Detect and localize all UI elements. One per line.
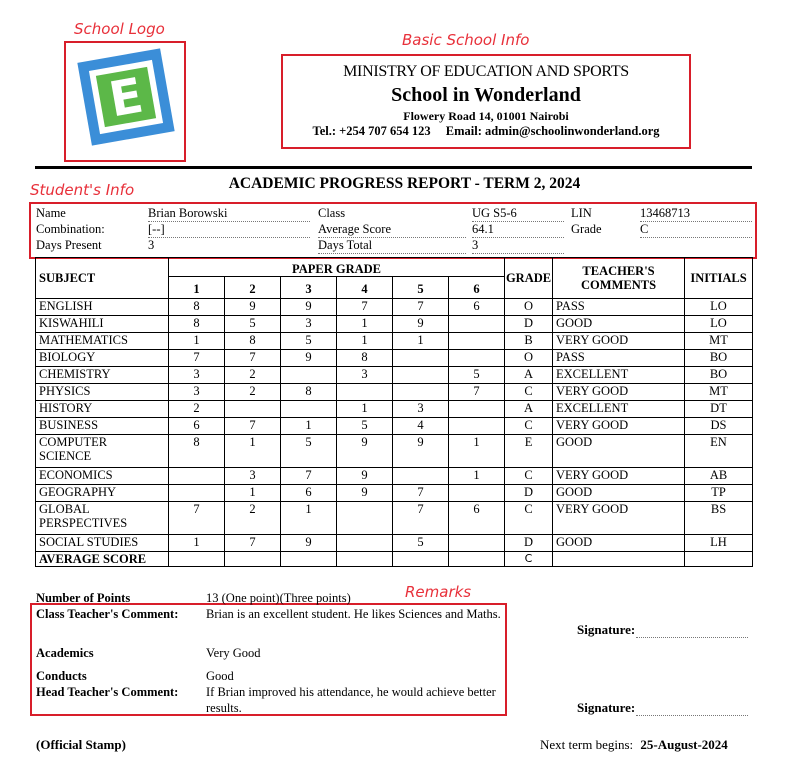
school-address: Flowery Road 14, 01001 Nairobi (403, 109, 569, 123)
next-term-date: 25-August-2024 (640, 737, 728, 752)
paper-score-cell: 3 (225, 468, 281, 485)
paper-score-cell: 7 (281, 468, 337, 485)
paper-score-cell: 1 (169, 333, 225, 350)
empty-cell (281, 552, 337, 567)
next-term-label: Next term begins: (540, 737, 634, 752)
paper-score-cell: 5 (281, 435, 337, 468)
official-stamp: (Official Stamp) (36, 737, 126, 752)
table-row (36, 299, 753, 316)
teacher-comment-cell: EXCELLENT (553, 367, 685, 384)
paper-score-cell: 2 (169, 401, 225, 418)
paper-score-cell: 6 (281, 485, 337, 502)
paper-score-cell (449, 333, 505, 350)
paper-score-cell: 7 (225, 535, 281, 552)
grade-cell: O (505, 350, 553, 367)
paper-score-cell: 9 (337, 435, 393, 468)
paper-score-cell: 7 (393, 485, 449, 502)
average-score-label: Average Score (318, 222, 466, 238)
days-present-value: 3 (148, 238, 155, 252)
paper-header-2: 2 (225, 277, 281, 299)
annotation-school-info: Basic School Info (402, 31, 530, 49)
empty-cell (337, 552, 393, 567)
lin-value: 13468713 (640, 206, 752, 222)
subject-name-line: PHYSICS (39, 384, 91, 398)
grade-label: Grade (571, 222, 602, 236)
paper-score-cell: 9 (393, 316, 449, 333)
lin-label: LIN (571, 206, 592, 220)
subject-name-line: BIOLOGY (39, 350, 96, 364)
head-teacher-comment: If Brian improved his attendance, he would achieve better results. (206, 685, 496, 715)
subject-cell (36, 435, 169, 468)
paper-score-cell: 7 (169, 502, 225, 535)
name-value: Brian Borowski (148, 206, 310, 222)
class-value: UG S5-6 (472, 206, 564, 222)
subject-name-line: SOCIAL STUDIES (39, 535, 139, 549)
subject-name-line: PERSPECTIVES (39, 516, 128, 530)
paper-score-cell: 1 (225, 435, 281, 468)
grade-cell: O (505, 299, 553, 316)
table-row (36, 468, 753, 485)
paper-score-cell: 1 (449, 435, 505, 468)
subject-cell (36, 502, 169, 535)
empty-cell (393, 552, 449, 567)
academics-value: Very Good (206, 646, 261, 660)
grade-cell: C (505, 418, 553, 435)
subject-name-line: MATHEMATICS (39, 333, 128, 347)
table-row (36, 485, 753, 502)
subject-name-line: CHEMISTRY (39, 367, 111, 381)
teacher-comment-cell: PASS (553, 350, 685, 367)
days-total-label: Days Total (318, 238, 466, 254)
paper-score-cell: 1 (281, 502, 337, 535)
initials-cell: TP (685, 485, 753, 502)
paper-header-1: 1 (169, 277, 225, 299)
table-row (36, 316, 753, 333)
paper-score-cell (337, 502, 393, 535)
paper-score-cell (337, 535, 393, 552)
days-total-value: 3 (472, 238, 564, 254)
paper-score-cell: 5 (393, 535, 449, 552)
subject-name-line: BUSINESS (39, 418, 99, 432)
paper-score-cell (449, 535, 505, 552)
subject-cell (36, 401, 169, 418)
initials-cell: AB (685, 468, 753, 485)
paper-score-cell: 8 (225, 333, 281, 350)
grade-cell: A (505, 367, 553, 384)
teacher-comment-cell: GOOD (553, 316, 685, 333)
ministry-name: MINISTRY OF EDUCATION AND SPORTS (343, 63, 629, 80)
subject-cell (36, 350, 169, 367)
grade-header: GRADE (505, 258, 553, 299)
subject-header: SUBJECT (36, 258, 169, 299)
annotation-remarks: Remarks (405, 583, 472, 601)
subject-cell (36, 384, 169, 401)
days-present-label: Days Present (36, 238, 102, 252)
paper-score-cell (169, 485, 225, 502)
paper-score-cell: 8 (169, 316, 225, 333)
grade-value: C (640, 222, 752, 238)
school-telephone: Tel.: +254 707 654 123 (312, 124, 431, 138)
average-score-row (36, 552, 753, 567)
paper-score-cell: 4 (393, 418, 449, 435)
paper-score-cell: 2 (225, 384, 281, 401)
paper-score-cell: 9 (337, 468, 393, 485)
paper-score-cell (281, 367, 337, 384)
paper-score-cell (225, 401, 281, 418)
subject-name-line: GLOBAL (39, 502, 90, 516)
empty-cell (449, 552, 505, 567)
academics-label: Academics (36, 646, 94, 660)
paper-score-cell: 7 (225, 418, 281, 435)
initials-header: INITIALS (685, 258, 753, 299)
signature-label: Signature: (577, 622, 636, 637)
initials-cell: LO (685, 316, 753, 333)
initials-cell: DS (685, 418, 753, 435)
grade-cell: C (505, 468, 553, 485)
paper-score-cell: 7 (225, 350, 281, 367)
teacher-comment-cell: VERY GOOD (553, 468, 685, 485)
comments-header-line2: COMMENTS (581, 278, 657, 292)
class-label: Class (318, 206, 346, 220)
table-row (36, 418, 753, 435)
school-email: Email: admin@schoolinwonderland.org (445, 124, 660, 138)
paper-score-cell: 9 (281, 299, 337, 316)
paper-score-cell: 1 (281, 418, 337, 435)
paper-score-cell: 2 (225, 367, 281, 384)
initials-cell: EN (685, 435, 753, 468)
teacher-comment-cell: GOOD (553, 435, 685, 468)
paper-score-cell: 1 (393, 333, 449, 350)
subject-cell (36, 299, 169, 316)
initials-cell: MT (685, 384, 753, 401)
points-label: Number of Points (36, 591, 131, 605)
paper-score-cell (449, 350, 505, 367)
header-divider (35, 166, 752, 169)
initials-cell: LO (685, 299, 753, 316)
empty-cell (553, 552, 685, 567)
table-row (36, 367, 753, 384)
subject-cell (36, 367, 169, 384)
paper-score-cell: 3 (169, 384, 225, 401)
initials-cell: BO (685, 367, 753, 384)
empty-cell (225, 552, 281, 567)
school-logo (72, 45, 180, 149)
paper-score-cell: 5 (449, 367, 505, 384)
head-teacher-signature (577, 700, 748, 716)
empty-cell (685, 552, 753, 567)
subject-name-line: HISTORY (39, 401, 93, 415)
paper-score-cell: 6 (449, 299, 505, 316)
signature-label: Signature: (577, 700, 636, 715)
average-score-value: 64.1 (472, 222, 564, 238)
empty-cell (169, 552, 225, 567)
subject-name-line: ECONOMICS (39, 468, 113, 482)
grade-cell: D (505, 485, 553, 502)
report-title: ACADEMIC PROGRESS REPORT - TERM 2, 2024 (228, 175, 581, 192)
subject-cell (36, 485, 169, 502)
table-row (36, 350, 753, 367)
paper-score-cell: 2 (225, 502, 281, 535)
table-row (36, 333, 753, 350)
paper-score-cell (449, 485, 505, 502)
conducts-value: Good (206, 669, 234, 683)
table-row (36, 502, 753, 535)
paper-score-cell: 1 (449, 468, 505, 485)
combination-value: [--] (148, 222, 310, 238)
paper-header-3: 3 (281, 277, 337, 299)
teacher-comment-cell: GOOD (553, 535, 685, 552)
paper-score-cell (449, 418, 505, 435)
table-row (36, 435, 753, 468)
average-score-label: AVERAGE SCORE (36, 552, 169, 567)
teacher-comment-cell: VERY GOOD (553, 502, 685, 535)
paper-score-cell (393, 384, 449, 401)
paper-score-cell: 9 (225, 299, 281, 316)
paper-score-cell: 3 (281, 316, 337, 333)
paper-score-cell: 7 (393, 299, 449, 316)
initials-cell: DT (685, 401, 753, 418)
grade-cell: A (505, 401, 553, 418)
school-name: School in Wonderland (391, 84, 581, 106)
paper-score-cell: 7 (393, 502, 449, 535)
paper-score-cell: 7 (169, 350, 225, 367)
paper-score-cell (393, 350, 449, 367)
subject-name-line: SCIENCE (39, 449, 92, 463)
grade-cell: C (505, 384, 553, 401)
paper-score-cell: 3 (169, 367, 225, 384)
teacher-comment-cell: EXCELLENT (553, 401, 685, 418)
paper-score-cell (393, 367, 449, 384)
subject-name-line: COMPUTER (39, 435, 108, 449)
subject-cell (36, 333, 169, 350)
next-term (540, 737, 728, 753)
paper-score-cell: 5 (225, 316, 281, 333)
paper-score-cell: 5 (337, 418, 393, 435)
head-teacher-comment-label: Head Teacher's Comment: (36, 685, 179, 699)
paper-header-5: 5 (393, 277, 449, 299)
teacher-comment-cell: VERY GOOD (553, 418, 685, 435)
paper-score-cell: 8 (337, 350, 393, 367)
paper-score-cell: 6 (169, 418, 225, 435)
paper-score-cell: 1 (337, 316, 393, 333)
grade-cell: B (505, 333, 553, 350)
grade-cell: D (505, 316, 553, 333)
signature-line (636, 625, 748, 638)
paper-score-cell: 1 (169, 535, 225, 552)
signature-line (636, 703, 748, 716)
paper-score-cell: 3 (393, 401, 449, 418)
teacher-comment-cell: PASS (553, 299, 685, 316)
points-value: 13 (One point)(Three points) (206, 591, 351, 605)
subject-cell (36, 535, 169, 552)
paper-score-cell: 9 (281, 535, 337, 552)
initials-cell: LH (685, 535, 753, 552)
subject-name-line: ENGLISH (39, 299, 93, 313)
paper-score-cell: 1 (337, 401, 393, 418)
subject-cell (36, 468, 169, 485)
class-teacher-comment: Brian is an excellent student. He likes Sciences and Maths. (206, 607, 501, 621)
paper-grade-header: PAPER GRADE (169, 258, 505, 277)
teacher-comment-cell: VERY GOOD (553, 333, 685, 350)
school-contacts (282, 124, 690, 139)
paper-score-cell: 8 (169, 299, 225, 316)
grades-table (35, 257, 753, 567)
annotation-student-info: Student's Info (30, 181, 135, 199)
paper-score-cell: 1 (337, 333, 393, 350)
paper-score-cell: 1 (225, 485, 281, 502)
grade-cell: C (505, 502, 553, 535)
paper-header-6: 6 (449, 277, 505, 299)
paper-score-cell: 6 (449, 502, 505, 535)
class-teacher-signature (577, 622, 748, 638)
paper-score-cell (449, 316, 505, 333)
paper-score-cell (337, 384, 393, 401)
paper-score-cell: 3 (337, 367, 393, 384)
paper-score-cell: 8 (281, 384, 337, 401)
average-grade-cell: C (505, 552, 553, 567)
subject-name-line: KISWAHILI (39, 316, 104, 330)
table-row (36, 401, 753, 418)
paper-header-4: 4 (337, 277, 393, 299)
name-label: Name (36, 206, 66, 220)
teacher-comment-cell: GOOD (553, 485, 685, 502)
initials-cell: MT (685, 333, 753, 350)
combination-label: Combination: (36, 222, 105, 236)
paper-score-cell: 9 (393, 435, 449, 468)
grade-cell: E (505, 435, 553, 468)
paper-score-cell (281, 401, 337, 418)
initials-cell: BO (685, 350, 753, 367)
paper-score-cell (169, 468, 225, 485)
subject-cell (36, 316, 169, 333)
comments-header (553, 258, 685, 299)
subject-cell (36, 418, 169, 435)
teacher-comment-cell: VERY GOOD (553, 384, 685, 401)
logo-letter: E (105, 67, 148, 129)
table-row (36, 535, 753, 552)
paper-score-cell (449, 401, 505, 418)
comments-header-line1: TEACHER'S (582, 264, 655, 278)
grade-cell: D (505, 535, 553, 552)
paper-score-cell: 9 (337, 485, 393, 502)
subject-name-line: GEOGRAPHY (39, 485, 117, 499)
paper-score-cell: 9 (281, 350, 337, 367)
annotation-school-logo: School Logo (74, 20, 165, 38)
paper-score-cell: 7 (449, 384, 505, 401)
initials-cell: BS (685, 502, 753, 535)
paper-score-cell (393, 468, 449, 485)
table-row (36, 384, 753, 401)
paper-score-cell: 5 (281, 333, 337, 350)
paper-score-cell: 8 (169, 435, 225, 468)
conducts-label: Conducts (36, 669, 87, 683)
class-teacher-comment-label: Class Teacher's Comment: (36, 607, 179, 621)
paper-score-cell: 7 (337, 299, 393, 316)
